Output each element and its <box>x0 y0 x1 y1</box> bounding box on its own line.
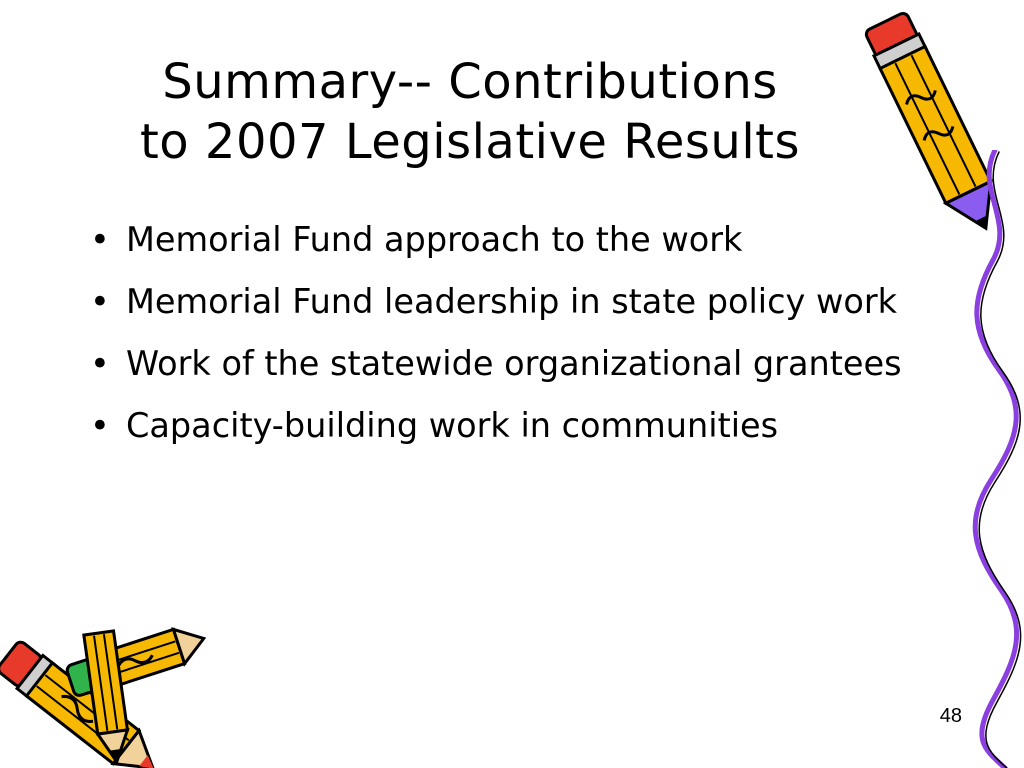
slide-title <box>60 52 880 172</box>
squiggle-line <box>965 150 1024 768</box>
bullet-list <box>84 214 954 462</box>
bullet-dot: • <box>90 220 110 259</box>
bullet-dot: • <box>90 282 110 321</box>
bullet-item <box>84 400 954 452</box>
crossed-pencils-icon <box>0 612 210 768</box>
bullet-text: Memorial Fund leadership in state policy work <box>126 282 898 321</box>
bullet-dot: • <box>90 406 110 445</box>
bullet-text: Memorial Fund approach to the work <box>126 220 743 259</box>
title-line-1: Summary-- Contributions <box>162 54 778 110</box>
bullet-dot: • <box>90 344 110 383</box>
bullet-item <box>84 276 954 328</box>
bullet-text: Work of the statewide organizational grantees <box>126 344 902 383</box>
bullet-text: Capacity-building work in communities <box>126 406 779 445</box>
bullet-item <box>84 214 954 266</box>
title-line-2: to 2007 Legislative Results <box>139 114 801 170</box>
page-number: 48 <box>939 705 962 727</box>
bullet-item <box>84 338 954 390</box>
